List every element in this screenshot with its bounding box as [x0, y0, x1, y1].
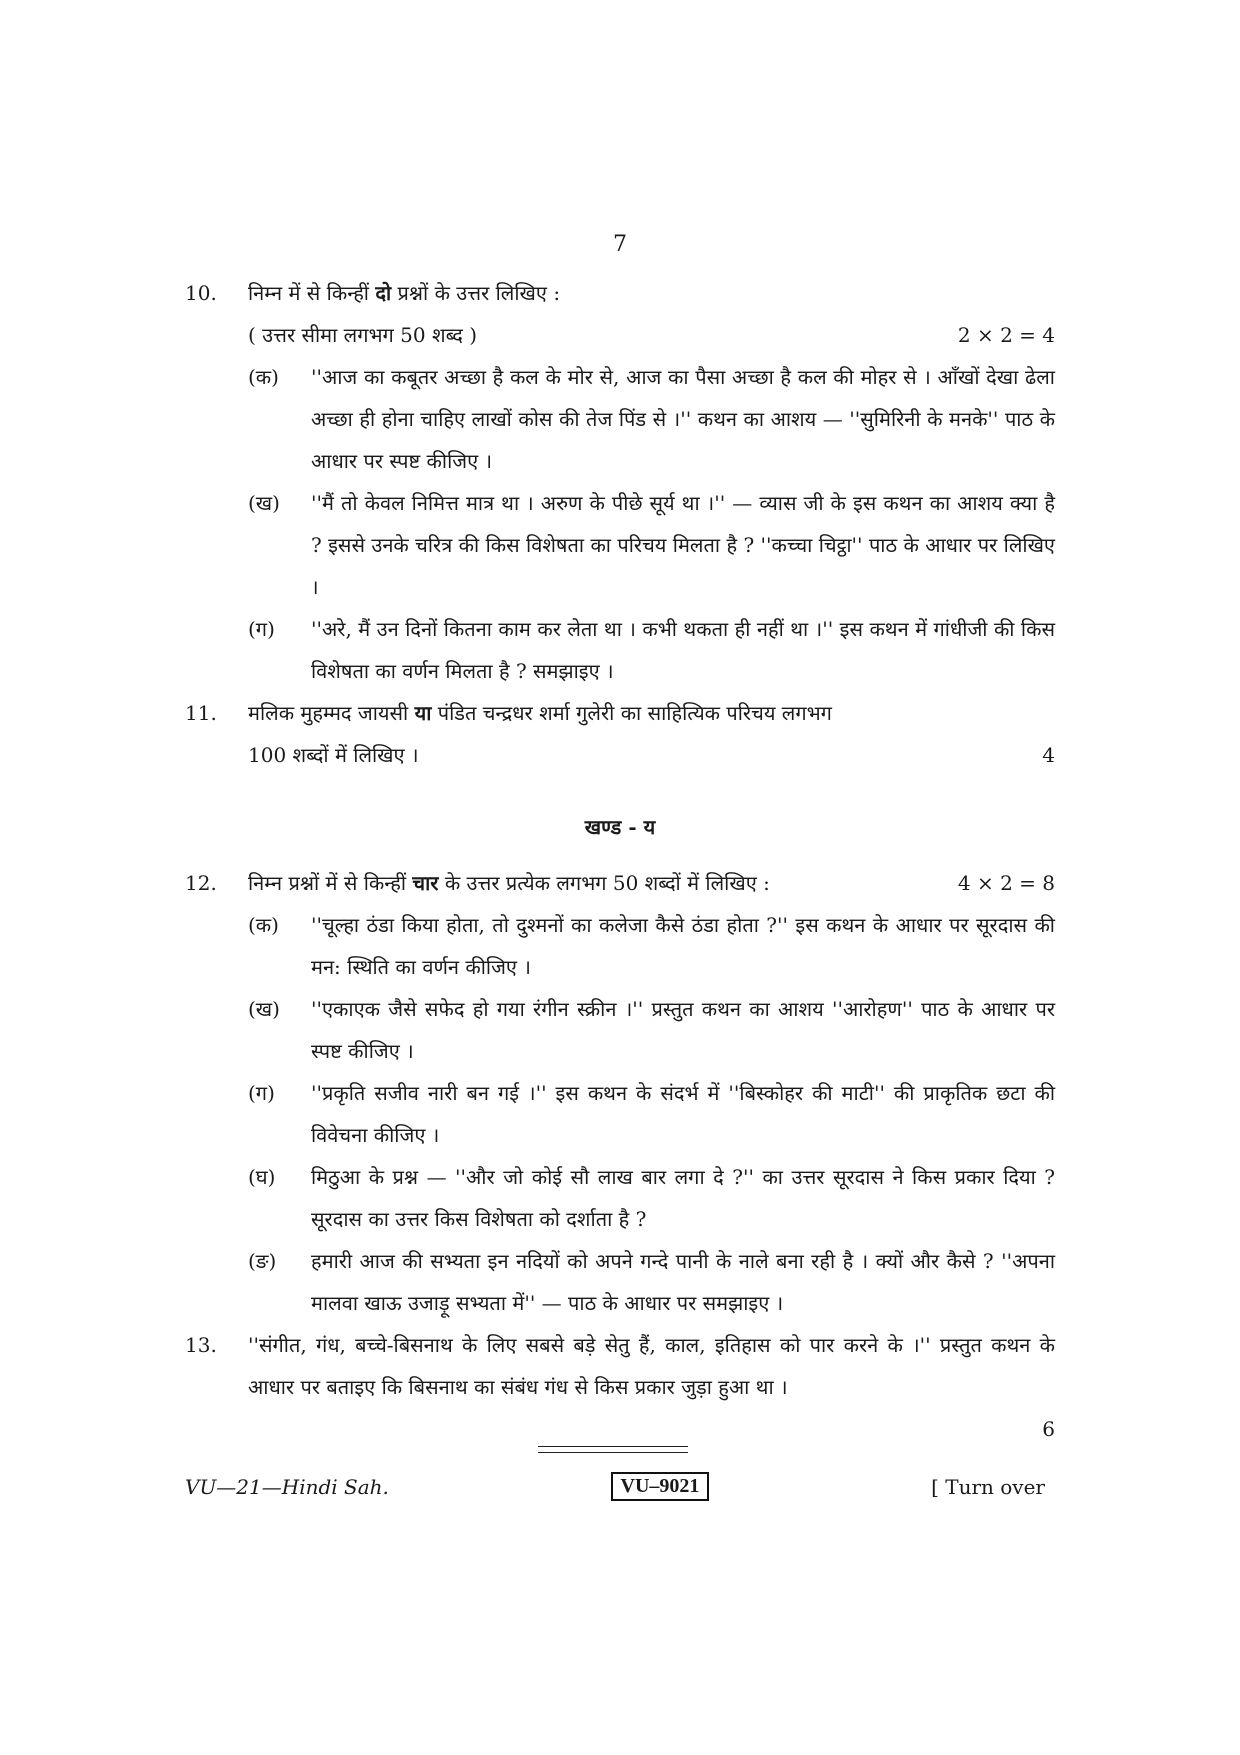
turn-over-note: [ Turn over	[931, 1474, 1045, 1499]
sub-question: (क) ''चूल्हा ठंडा किया होता, तो दुश्मनों का कलेजा कैसे ठंडा होता ?'' इस कथन के आधार पर सूरदास की मन: स्थिति का वर्णन कीजिए ।	[248, 913, 1055, 979]
marks: 6	[1042, 1417, 1055, 1441]
question-prompt: मलिक मुहम्मद जायसी या पंडित चन्द्रधर शर्मा गुलेरी का साहित्यिक परिचय लगभग	[248, 701, 832, 725]
section-title: खण्ड - य	[584, 815, 656, 839]
q12-subitems	[185, 904, 1055, 1324]
question-12	[185, 862, 1055, 904]
word-limit: ( उत्तर सीमा लगभग 50 शब्द )	[248, 323, 478, 347]
page-footer	[185, 1472, 1045, 1501]
question-prompt: निम्न में से किन्हीं दो प्रश्नों के उत्तर लिखिए :	[248, 281, 561, 305]
sub-question: (ख) ''एकाएक जैसे सफेद हो गया रंगीन स्क्रीन ।'' प्रस्तुत कथन का आशय ''आरोहण'' पाठ के आधार पर स्पष्ट कीजिए ।	[248, 997, 1055, 1063]
question-13	[185, 1324, 1055, 1450]
sub-question: (ग) ''प्रकृति सजीव नारी बन गई ।'' इस कथन के संदर्भ में ''बिस्कोहर की माटी'' की प्राकृतिक छटा की विवेचना कीजिए ।	[248, 1081, 1055, 1147]
limit-row	[248, 314, 1055, 356]
paper-code: VU—21—Hindi Sah.	[185, 1474, 389, 1499]
sub-question: (ग) ''अरे, मैं उन दिनों कितना काम कर लेता था । कभी थकता ही नहीं था ।'' इस कथन में गांधीजी की किस विशेषता का वर्णन मिलता है ? समझाइए ।	[248, 617, 1055, 683]
sub-question: (ङ) हमारी आज की सभ्यता इन नदियों को अपने गन्दे पानी के नाले बना रही है । क्यों और कैसे ? ''अपना मालवा खाऊ उजाड़ू सभ्यता में'' — पाठ के आधार पर समझाइए ।	[248, 1249, 1055, 1315]
question-prompt-cont: 100 शब्दों में लिखिए ।	[248, 743, 419, 767]
question-10	[185, 272, 1055, 356]
sub-question: (क) ''आज का कबूतर अच्छा है कल के मोर से, आज का पैसा अच्छा है कल की मोहर से । आँखों देखा ढेला अच्छा ही होना चाहिए लाखों कोस की तेज पिंड से ।'' कथन का आशय — ''सुमिरिनी के मनके'' पाठ के आधार पर स्पष्ट कीजिए ।	[248, 365, 1055, 473]
sub-question: (ख) ''मैं तो केवल निमित्त मात्र था । अरुण के पीछे सूर्य था ।'' — व्यास जी के इस कथन का आशय क्या है ? इससे उनके चरित्र की किस विशेषता का परिचय मिलता है ? ''कच्चा चिट्ठा'' पाठ के आधार पर लिखिए ।	[248, 491, 1055, 599]
question-number: 13.	[185, 1333, 217, 1357]
question-11	[185, 692, 1055, 776]
marks: 4	[1042, 743, 1055, 767]
question-prompt: ''संगीत, गंध, बच्चे-बिसनाथ के लिए सबसे बड़े सेतु हैं, काल, इतिहास को पार करने के ।'' प्रस्तुत कथन के आधार पर बताइए कि बिसनाथ का संबंध गंध से किस प्रकार जुड़ा हुआ था ।	[248, 1333, 1055, 1399]
marks: 2 × 2 = 4	[957, 323, 1055, 347]
marks: 4 × 2 = 8	[957, 871, 1055, 895]
question-number: 11.	[185, 701, 217, 725]
question-number: 12.	[185, 871, 217, 895]
series-code-box: VU–9021	[611, 1472, 710, 1501]
question-prompt: निम्न प्रश्नों में से किन्हीं चार के उत्तर प्रत्येक लगभग 50 शब्दों में लिखिए :	[248, 871, 770, 895]
page-number: 7	[613, 232, 627, 257]
end-rule	[538, 1446, 688, 1453]
question-number: 10.	[185, 281, 217, 305]
question-body	[248, 272, 1055, 356]
sub-question: (घ) मिठुआ के प्रश्न — ''और जो कोई सौ लाख बार लगा दे ?'' का उत्तर सूरदास ने किस प्रकार दिया ? सूरदास का उत्तर किस विशेषता को दर्शाता है ?	[248, 1165, 1055, 1231]
question-content	[185, 272, 1055, 1450]
q10-subitems	[185, 356, 1055, 692]
